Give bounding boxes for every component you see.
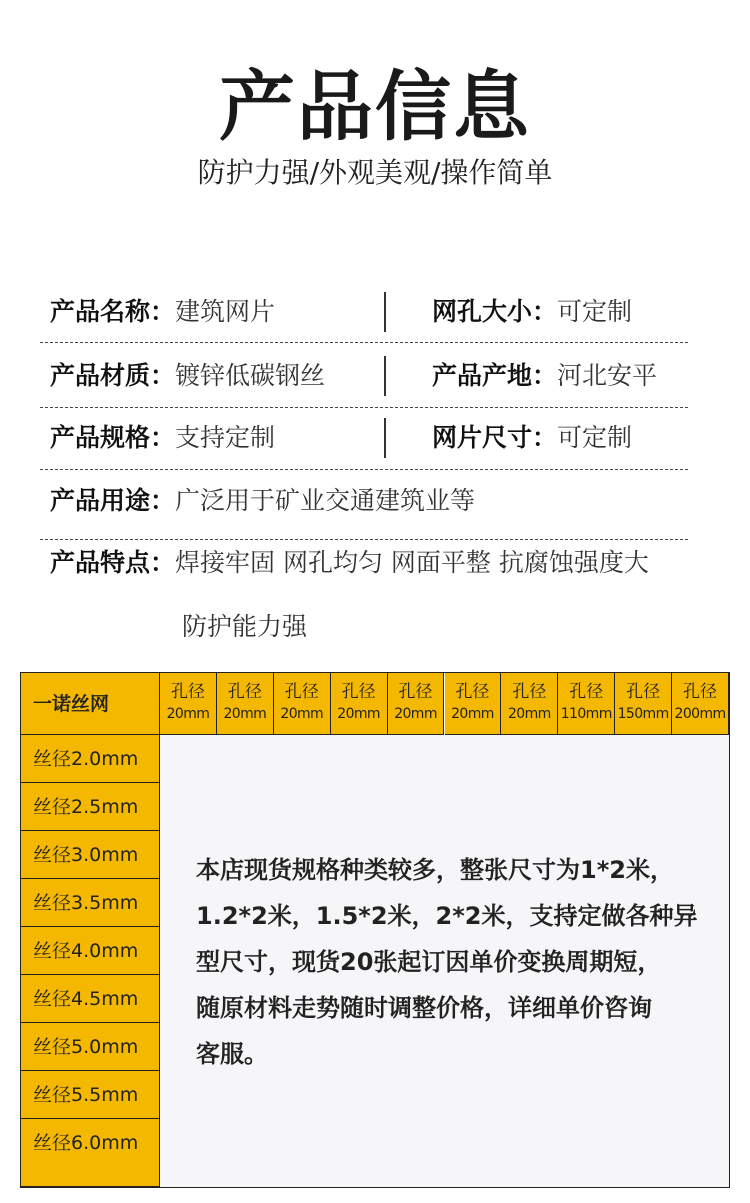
header-cell-label: 孔径 [455, 682, 490, 702]
header-cell-hole-size [558, 673, 615, 735]
header-cell-hole-size [331, 673, 388, 735]
spec-value: 建筑网片 [175, 297, 276, 326]
header-cell-size: 150mm [617, 706, 669, 722]
column-divider [384, 356, 386, 396]
header-cell-size: 20mm [280, 706, 324, 722]
header-cell-hole-size [388, 673, 445, 735]
spec-label: 产品特点： [50, 548, 176, 577]
spec-spec [50, 418, 275, 458]
spec-value: 焊接牢固 网孔均匀 网面平整 抗腐蚀强度大 [175, 548, 649, 577]
spec-origin [432, 356, 657, 396]
spec-value: 广泛用于矿业交通建筑业等 [175, 486, 476, 515]
spec-value: 可定制 [557, 297, 633, 326]
column-divider [384, 292, 386, 332]
row-header-wire-diameter: 丝径2.5mm [21, 783, 160, 831]
header-cell-hole-size [217, 673, 274, 735]
spec-label: 产品名称： [50, 297, 176, 326]
spec-value: 可定制 [557, 423, 633, 452]
header-cell-label: 孔径 [683, 682, 718, 702]
header-cell-label: 孔径 [284, 682, 319, 702]
dashed-divider [40, 407, 688, 408]
row-header-wire-diameter: 丝径3.5mm [21, 879, 160, 927]
spec-value: 镀锌低碳钢丝 [175, 361, 326, 390]
column-divider [384, 418, 386, 458]
page-subtitle: 防护力强/外观美观/操作简单 [197, 156, 553, 189]
header-cell-label: 孔径 [170, 682, 205, 702]
dashed-divider [40, 539, 688, 540]
row-header-wire-diameter: 丝径4.5mm [21, 975, 160, 1023]
spec-usage [50, 481, 475, 521]
spec-value: 防护能力强 [182, 612, 308, 641]
header-cell-label: 孔径 [626, 682, 661, 702]
spec-value: 支持定制 [175, 423, 276, 452]
spec-panel-size [432, 418, 632, 458]
spec-mesh-size [432, 292, 632, 332]
spec-label: 产品材质： [50, 361, 176, 390]
notice-line: 1.2*2米，1.5*2米，2*2米，支持定做各种异 [196, 902, 698, 930]
header-cell-size: 200mm [674, 706, 726, 722]
dashed-divider [40, 342, 688, 343]
spec-label: 网孔大小： [432, 297, 558, 326]
header-cell-size: 20mm [166, 706, 210, 722]
spec-label: 产品用途： [50, 486, 176, 515]
row-header-wire-diameter: 丝径6.0mm [21, 1119, 160, 1187]
header-cell-label: 孔径 [341, 682, 376, 702]
header-cell-size: 20mm [451, 706, 494, 722]
row-header-wire-diameter: 丝径5.5mm [21, 1071, 160, 1119]
notice-text [196, 847, 716, 1077]
header-cell-hole-size [160, 673, 217, 735]
spec-label: 产品产地： [432, 361, 558, 390]
header-cell-hole-size [274, 673, 331, 735]
spec-material [50, 356, 325, 396]
header-cell-size: 110mm [560, 706, 612, 722]
notice-line: 本店现货规格种类较多，整张尺寸为1*2米， [196, 856, 674, 884]
spec-table [20, 672, 730, 1188]
dashed-divider [40, 469, 688, 470]
notice-line: 型尺寸，现货20张起订因单价变换周期短， [196, 948, 662, 976]
row-header-wire-diameter: 丝径3.0mm [21, 831, 160, 879]
header-cell-hole-size [615, 673, 672, 735]
header-cell-label: 孔径 [398, 682, 433, 702]
header-cell-size: 20mm [223, 706, 267, 722]
spec-value: 河北安平 [557, 361, 658, 390]
header-cell-size: 20mm [394, 706, 437, 722]
header-cell-label: 孔径 [569, 682, 604, 702]
spec-label: 产品规格： [50, 423, 176, 452]
spec-name [50, 292, 275, 332]
notice-panel [160, 735, 729, 1187]
brand-cell: 一诺丝网 [21, 673, 160, 735]
row-header-wire-diameter: 丝径4.0mm [21, 927, 160, 975]
row-header-wire-diameter: 丝径5.0mm [21, 1023, 160, 1071]
header-cell-label: 孔径 [227, 682, 262, 702]
header-cell-size: 20mm [337, 706, 380, 722]
notice-line: 客服。 [196, 1040, 268, 1068]
row-header-wire-diameter: 丝径2.0mm [21, 735, 160, 783]
spec-features [50, 543, 649, 583]
spec-features-line2 [182, 607, 307, 647]
page-title: 产品信息 [219, 62, 531, 151]
header-cell-label: 孔径 [512, 682, 547, 702]
header-cell-hole-size [501, 673, 558, 735]
header-cell-hole-size [445, 673, 502, 735]
spec-label: 网片尺寸： [432, 423, 558, 452]
notice-line: 随原材料走势随时调整价格，详细单价咨询 [196, 994, 652, 1022]
header-cell-hole-size [672, 673, 729, 735]
header-cell-size: 20mm [507, 706, 551, 722]
